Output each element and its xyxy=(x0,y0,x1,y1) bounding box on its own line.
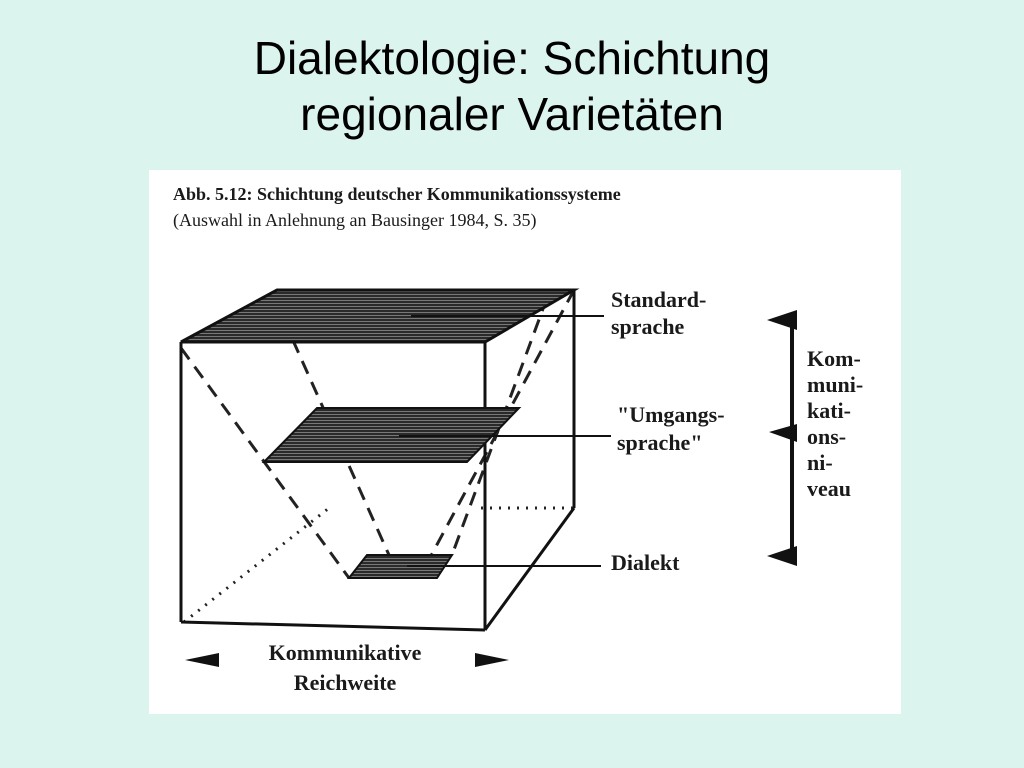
label-standard-line-1: Standard- xyxy=(611,287,707,312)
level-label xyxy=(807,346,863,501)
reach-label-line-1: Kommunikative xyxy=(268,640,422,665)
reach-arrow-left xyxy=(185,653,219,667)
level-label-part-4: ons- xyxy=(807,424,847,449)
level-label-part-2: muni- xyxy=(807,372,864,397)
slide-title-line-1: Dialektologie: Schichtung xyxy=(253,32,771,84)
reach-label-line-2: Reichweite xyxy=(293,670,397,695)
figure-scan xyxy=(149,170,901,714)
slide-title-line-2: regionaler Varietäten xyxy=(300,88,724,140)
level-label-part-5: ni- xyxy=(807,450,833,475)
slide-title xyxy=(0,30,1024,142)
label-dialekt: Dialekt xyxy=(611,550,680,575)
figure-caption-line-2: (Auswahl in Anlehnung an Bausinger 1984, S. 35) xyxy=(173,210,537,230)
level-label-part-6: veau xyxy=(807,476,851,501)
label-umgangs-line-2: sprache" xyxy=(617,430,703,455)
reach-arrow-right xyxy=(475,653,509,667)
label-standard-line-2: sprache xyxy=(611,314,685,339)
level-label-part-3: kati- xyxy=(807,398,851,423)
label-umgangs-line-1: "Umgangs- xyxy=(617,402,725,427)
layer-diagram xyxy=(149,170,901,714)
figure-caption-line-1: Abb. 5.12: Schichtung deutscher Kommunikationssysteme xyxy=(173,184,621,204)
level-label-part-1: Kom- xyxy=(807,346,861,371)
